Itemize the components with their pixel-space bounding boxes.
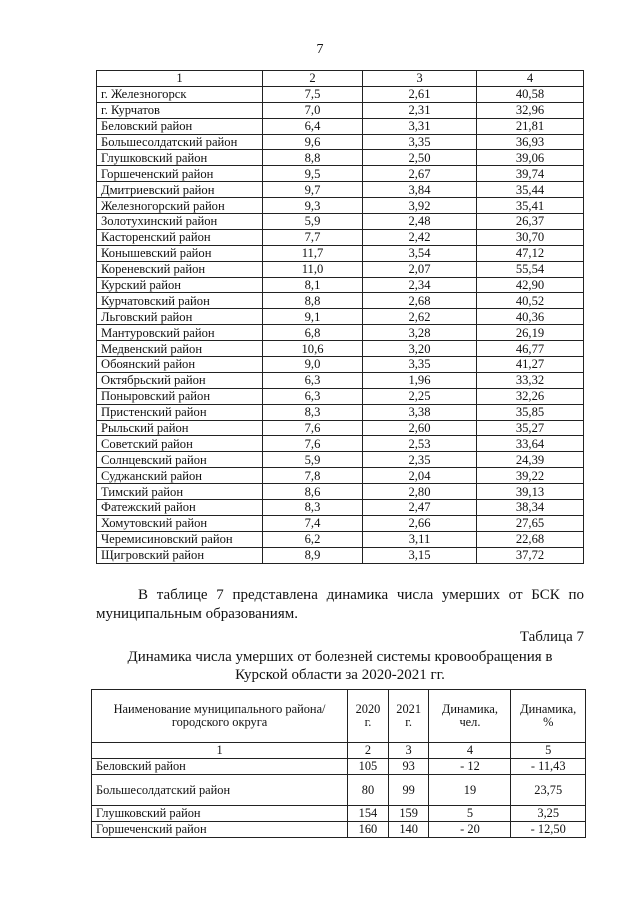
column-number-cell: 5 — [511, 743, 586, 759]
district-name-cell: Черемисиновский район — [97, 531, 263, 547]
district-name-cell: Советский район — [97, 436, 263, 452]
value-cell: 2,31 — [363, 102, 477, 118]
table-row — [97, 547, 584, 563]
table-header-row — [97, 71, 584, 87]
value-cell: 3,28 — [363, 325, 477, 341]
intro-paragraph-text: В таблице 7 представлена динамика числа умерших от БСК по муниципальным образованиям. — [96, 587, 584, 622]
table-row — [97, 277, 584, 293]
value-cell: 33,64 — [477, 436, 584, 452]
mortality-dynamics-table — [91, 689, 586, 838]
column-header-cell: Наименование муниципального района/ городского округа — [92, 690, 348, 743]
district-name-cell: Щигровский район — [97, 547, 263, 563]
value-cell: 37,72 — [477, 547, 584, 563]
value-cell: 32,26 — [477, 388, 584, 404]
value-cell: 99 — [388, 775, 429, 806]
value-cell: 2,42 — [363, 229, 477, 245]
value-cell: 30,70 — [477, 229, 584, 245]
value-cell: 8,3 — [263, 500, 363, 516]
value-cell: 46,77 — [477, 341, 584, 357]
value-cell: 35,27 — [477, 420, 584, 436]
district-name-cell: Рыльский район — [97, 420, 263, 436]
value-cell: 9,7 — [263, 182, 363, 198]
value-cell: 2,53 — [363, 436, 477, 452]
value-cell: 35,85 — [477, 404, 584, 420]
district-name-cell: Курчатовский район — [97, 293, 263, 309]
value-cell: 3,25 — [511, 806, 586, 822]
value-cell: 6,3 — [263, 388, 363, 404]
table-row — [97, 357, 584, 373]
table-row — [97, 118, 584, 134]
table-row — [97, 500, 584, 516]
value-cell: 2,66 — [363, 515, 477, 531]
value-cell: 2,61 — [363, 86, 477, 102]
district-name-cell: Пристенский район — [97, 404, 263, 420]
value-cell: 7,7 — [263, 229, 363, 245]
value-cell: 40,58 — [477, 86, 584, 102]
table-row — [97, 531, 584, 547]
value-cell: 35,41 — [477, 198, 584, 214]
district-name-cell: Октябрьский район — [97, 372, 263, 388]
value-cell: 80 — [348, 775, 389, 806]
value-cell: 2,25 — [363, 388, 477, 404]
value-cell: 39,06 — [477, 150, 584, 166]
value-cell: 2,35 — [363, 452, 477, 468]
value-cell: 8,8 — [263, 293, 363, 309]
value-cell: - 11,43 — [511, 759, 586, 775]
table-row — [97, 293, 584, 309]
table-row — [97, 198, 584, 214]
value-cell: 23,75 — [511, 775, 586, 806]
district-name-cell: Льговский район — [97, 309, 263, 325]
value-cell: 2,07 — [363, 261, 477, 277]
value-cell: 9,0 — [263, 357, 363, 373]
table-header-row — [92, 690, 586, 743]
table-row — [97, 309, 584, 325]
table-label: Таблица 7 — [519, 629, 584, 645]
value-cell: 105 — [348, 759, 389, 775]
table-title: Динамика числа умерших от болезней системы кровообращения в Курской области за 2020-2021 гг. — [127, 649, 553, 683]
value-cell: 3,84 — [363, 182, 477, 198]
value-cell: 5,9 — [263, 452, 363, 468]
value-cell: 39,22 — [477, 468, 584, 484]
table-row — [97, 484, 584, 500]
value-cell: 3,15 — [363, 547, 477, 563]
value-cell: 11,0 — [263, 261, 363, 277]
table-row — [97, 214, 584, 230]
value-cell: 40,36 — [477, 309, 584, 325]
value-cell: 2,34 — [363, 277, 477, 293]
value-cell: 1,96 — [363, 372, 477, 388]
table-row — [97, 341, 584, 357]
value-cell: 8,8 — [263, 150, 363, 166]
table-row — [97, 182, 584, 198]
value-cell: 7,5 — [263, 86, 363, 102]
column-number-cell: 4 — [429, 743, 511, 759]
value-cell: 8,1 — [263, 277, 363, 293]
value-cell: 2,80 — [363, 484, 477, 500]
value-cell: 9,3 — [263, 198, 363, 214]
value-cell: - 12,50 — [511, 822, 586, 838]
value-cell: 6,4 — [263, 118, 363, 134]
column-number-cell: 2 — [263, 71, 363, 87]
value-cell: 47,12 — [477, 245, 584, 261]
value-cell: 27,65 — [477, 515, 584, 531]
value-cell: 33,32 — [477, 372, 584, 388]
value-cell: 2,60 — [363, 420, 477, 436]
value-cell: 21,81 — [477, 118, 584, 134]
table-row — [97, 325, 584, 341]
value-cell: 2,68 — [363, 293, 477, 309]
value-cell: 26,37 — [477, 214, 584, 230]
value-cell: 41,27 — [477, 357, 584, 373]
district-name-cell: Суджанский район — [97, 468, 263, 484]
value-cell: 6,2 — [263, 531, 363, 547]
district-name-cell: Обоянский район — [97, 357, 263, 373]
district-name-cell: Тимский район — [97, 484, 263, 500]
district-name-cell: г. Железногорск — [97, 86, 263, 102]
district-name-cell: Солнцевский район — [97, 452, 263, 468]
value-cell: 3,11 — [363, 531, 477, 547]
value-cell: 10,6 — [263, 341, 363, 357]
value-cell: 160 — [348, 822, 389, 838]
value-cell: 5,9 — [263, 214, 363, 230]
value-cell: 6,3 — [263, 372, 363, 388]
value-cell: 32,96 — [477, 102, 584, 118]
value-cell: 3,38 — [363, 404, 477, 420]
value-cell: 9,5 — [263, 166, 363, 182]
value-cell: 8,3 — [263, 404, 363, 420]
value-cell: 7,0 — [263, 102, 363, 118]
district-name-cell: Поныровский район — [97, 388, 263, 404]
value-cell: 3,31 — [363, 118, 477, 134]
district-name-cell: Большесолдатский район — [97, 134, 263, 150]
value-cell: 19 — [429, 775, 511, 806]
district-name-cell: Горшеченский район — [92, 822, 348, 838]
district-name-cell: Дмитриевский район — [97, 182, 263, 198]
indicator-table — [96, 70, 584, 564]
district-name-cell: Глушковский район — [97, 150, 263, 166]
district-name-cell: Беловский район — [92, 759, 348, 775]
value-cell: 8,6 — [263, 484, 363, 500]
value-cell: 140 — [388, 822, 429, 838]
district-name-cell: Горшеченский район — [97, 166, 263, 182]
intro-paragraph — [96, 586, 584, 624]
table-row — [97, 452, 584, 468]
value-cell: 8,9 — [263, 547, 363, 563]
value-cell: 3,54 — [363, 245, 477, 261]
district-name-cell: Мантуровский район — [97, 325, 263, 341]
table-row — [97, 150, 584, 166]
district-name-cell: Медвенский район — [97, 341, 263, 357]
value-cell: 93 — [388, 759, 429, 775]
column-number-cell: 3 — [388, 743, 429, 759]
value-cell: - 20 — [429, 822, 511, 838]
table-row — [97, 515, 584, 531]
page-number: 7 — [316, 42, 324, 57]
value-cell: 39,13 — [477, 484, 584, 500]
column-number-cell: 3 — [363, 71, 477, 87]
table-row — [92, 822, 586, 838]
value-cell: 42,90 — [477, 277, 584, 293]
value-cell: 3,20 — [363, 341, 477, 357]
district-name-cell: Фатежский район — [97, 500, 263, 516]
column-header-cell: 2021 г. — [388, 690, 429, 743]
value-cell: 40,52 — [477, 293, 584, 309]
district-name-cell: Золотухинский район — [97, 214, 263, 230]
column-number-cell: 4 — [477, 71, 584, 87]
value-cell: 2,50 — [363, 150, 477, 166]
value-cell: 35,44 — [477, 182, 584, 198]
value-cell: 7,4 — [263, 515, 363, 531]
district-name-cell: Курский район — [97, 277, 263, 293]
value-cell: 3,92 — [363, 198, 477, 214]
column-header-cell: 2020 г. — [348, 690, 389, 743]
table-row — [97, 372, 584, 388]
table-row — [97, 86, 584, 102]
value-cell: 9,6 — [263, 134, 363, 150]
value-cell: 2,48 — [363, 214, 477, 230]
value-cell: 154 — [348, 806, 389, 822]
table-row — [92, 775, 586, 806]
column-number-cell: 1 — [97, 71, 263, 87]
district-name-cell: Глушковский район — [92, 806, 348, 822]
value-cell: 159 — [388, 806, 429, 822]
value-cell: 39,74 — [477, 166, 584, 182]
value-cell: 26,19 — [477, 325, 584, 341]
value-cell: 5 — [429, 806, 511, 822]
table-row — [92, 759, 586, 775]
district-name-cell: Большесолдатский район — [92, 775, 348, 806]
table-row — [97, 245, 584, 261]
table-row — [97, 388, 584, 404]
value-cell: 3,35 — [363, 134, 477, 150]
column-number-cell: 2 — [348, 743, 389, 759]
table-row — [97, 468, 584, 484]
value-cell: 7,8 — [263, 468, 363, 484]
value-cell: 7,6 — [263, 436, 363, 452]
value-cell: 2,67 — [363, 166, 477, 182]
district-name-cell: Конышевский район — [97, 245, 263, 261]
district-name-cell: г. Курчатов — [97, 102, 263, 118]
value-cell: 22,68 — [477, 531, 584, 547]
value-cell: 6,8 — [263, 325, 363, 341]
column-number-cell: 1 — [92, 743, 348, 759]
value-cell: 36,93 — [477, 134, 584, 150]
table-row — [97, 229, 584, 245]
value-cell: 2,47 — [363, 500, 477, 516]
value-cell: 3,35 — [363, 357, 477, 373]
table-row — [97, 436, 584, 452]
value-cell: 9,1 — [263, 309, 363, 325]
column-header-cell: Динамика, чел. — [429, 690, 511, 743]
table-row — [97, 134, 584, 150]
district-name-cell: Хомутовский район — [97, 515, 263, 531]
value-cell: 2,62 — [363, 309, 477, 325]
value-cell: 38,34 — [477, 500, 584, 516]
table-row — [97, 420, 584, 436]
value-cell: 11,7 — [263, 245, 363, 261]
table-row — [97, 404, 584, 420]
column-header-cell: Динамика, % — [511, 690, 586, 743]
table-row — [92, 806, 586, 822]
value-cell: 2,04 — [363, 468, 477, 484]
table-row — [97, 102, 584, 118]
district-name-cell: Беловский район — [97, 118, 263, 134]
column-number-row — [92, 743, 586, 759]
district-name-cell: Кореневский район — [97, 261, 263, 277]
value-cell: - 12 — [429, 759, 511, 775]
table-row — [97, 261, 584, 277]
value-cell: 7,6 — [263, 420, 363, 436]
value-cell: 55,54 — [477, 261, 584, 277]
table-row — [97, 166, 584, 182]
value-cell: 24,39 — [477, 452, 584, 468]
district-name-cell: Касторенский район — [97, 229, 263, 245]
district-name-cell: Железногорский район — [97, 198, 263, 214]
